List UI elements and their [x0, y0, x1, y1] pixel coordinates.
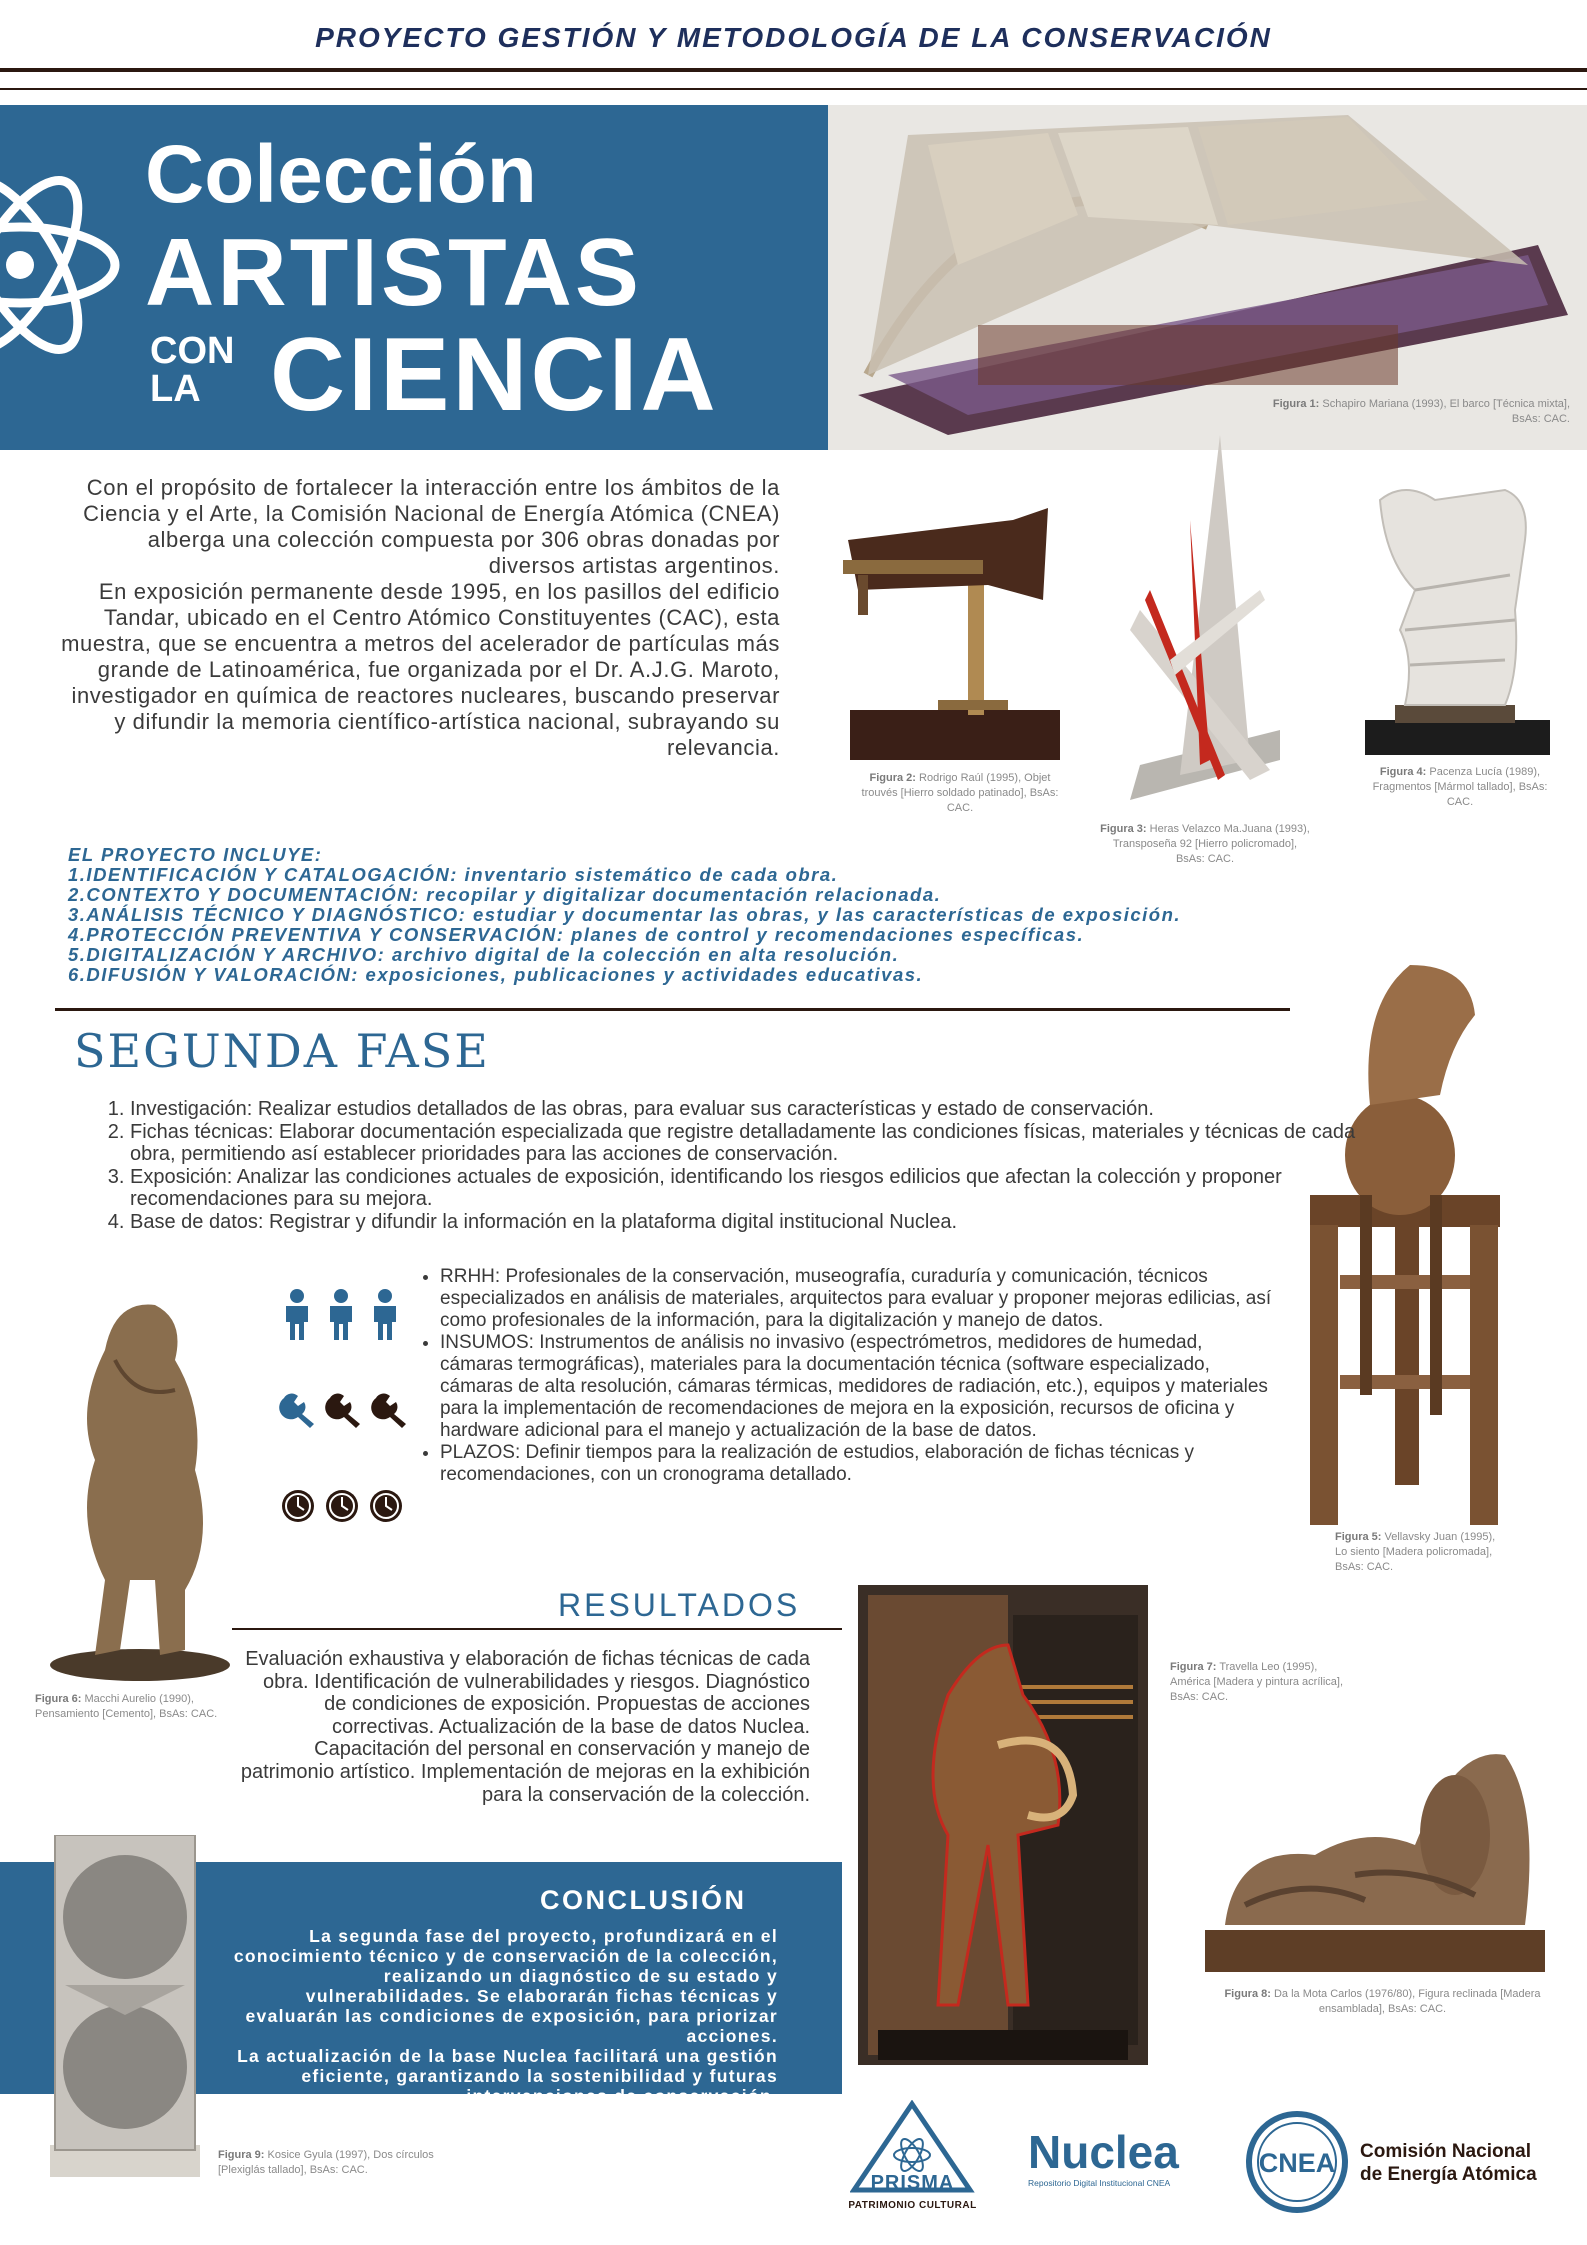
section-divider	[55, 1008, 1290, 1011]
project-item-5: 5.DIGITALIZACIÓN Y ARCHIVO: archivo digital de la colección en alta resolución.	[68, 944, 900, 965]
resource-item-insumos: • INSUMOS: Instrumentos de análisis no invasivo (espectrómetros, medidores de humedad, cámaras termográficas), materiales para la documentación técnica (software especializado, cámaras de alta resolución, cámaras térmicas, medidores de radiación, etc.), equipos y materiales para la implementación de recomendaciones de mejora en la exposición, recursos de oficina y hardware adicional para el manejo y actualización de la base de datos.	[440, 1332, 1280, 1442]
phase-item-4: 4. Base de datos: Registrar y difundir la información en la plataforma digital institucional Nuclea.	[130, 1211, 1358, 1234]
wrench-icon	[278, 1390, 318, 1430]
intro-paragraph-1: Con el propósito de fortalecer la interacción entre los ámbitos de la Ciencia y el Arte, la Comisión Nacional de Energía Atómica (CNEA) alberga una colección compuesta por 306 obras donadas por diversos artistas argentinos.	[83, 475, 780, 578]
figure-3-label: Figura 3:	[1100, 823, 1147, 835]
intro-text	[60, 475, 780, 761]
atom-icon	[0, 145, 130, 385]
figure-5-caption	[1335, 1530, 1505, 1575]
banner-title-artistas: ARTISTAS	[145, 219, 642, 326]
prisma-name: PRISMA	[870, 2172, 955, 2194]
cnea-name-line-1: Comisión Nacional	[1360, 2141, 1532, 2162]
results-title: RESULTADOS	[558, 1587, 801, 1623]
prisma-logo	[850, 2100, 975, 2225]
figure-1-caption	[1270, 397, 1570, 427]
figure-4-label: Figura 4:	[1379, 766, 1427, 778]
project-item-4: 4.PROTECCIÓN PREVENTIVA Y CONSERVACIÓN: planes de control y recomendaciones específicas.	[68, 924, 1085, 945]
figure-2-image	[838, 500, 1068, 765]
figure-8-image	[1205, 1725, 1550, 1975]
figure-7-label: Figura 7:	[1170, 1661, 1217, 1673]
phase-list	[108, 1098, 1358, 1233]
nuclea-name: Nuclea	[1028, 2126, 1179, 2178]
figure-7-caption	[1170, 1660, 1350, 1705]
resource-item-plazos: • PLAZOS: Definir tiempos para la realización de estudios, elaboración de fichas técnicas y recomendaciones, con un cronograma detallado.	[440, 1442, 1280, 1486]
tools-icon-row	[278, 1390, 410, 1430]
figure-7-text: Travella Leo (1995), América [Madera y pintura acrílica], BsAs: CAC.	[1170, 1661, 1344, 1703]
project-item-6: 6.DIFUSIÓN Y VALORACIÓN: exposiciones, publicaciones y actividades educativas.	[68, 964, 924, 985]
project-item-3: 3.ANÁLISIS TÉCNICO Y DIAGNÓSTICO: estudiar y documentar las obras, y las características de exposición.	[68, 904, 1182, 925]
person-icon	[280, 1288, 314, 1340]
figure-8-caption	[1215, 1987, 1550, 2017]
resources-list	[420, 1266, 1280, 1486]
clock-icon	[280, 1488, 316, 1524]
figure-6-image	[35, 1290, 240, 1685]
header-title: PROYECTO GESTIÓN Y METODOLOGÍA DE LA CONSERVACIÓN	[315, 22, 1272, 53]
project-item-1: 1.IDENTIFICACIÓN Y CATALOGACIÓN: inventario sistemático de cada obra.	[68, 864, 839, 885]
project-heading: EL PROYECTO INCLUYE:	[68, 844, 323, 865]
conclusion-paragraph-1: La segunda fase del proyecto, profundizará en el conocimiento técnico y de conservación de la colección, realizando un diagnóstico de su estado y vulnerabilidades. Se elaborarán fichas técnicas y evaluarán las condiciones de exposición, para priorizar acciones.	[233, 1926, 778, 2046]
clock-icon-row	[280, 1488, 404, 1524]
cnea-name	[1360, 2140, 1537, 2186]
figure-7-image	[838, 1585, 1158, 2065]
figure-6-text: Macchi Aurelio (1990), Pensamiento [Cemento], BsAs: CAC.	[35, 1693, 218, 1720]
prisma-subtitle: PATRIMONIO CULTURAL	[848, 2200, 977, 2211]
figure-8-label: Figura 8:	[1224, 1988, 1271, 2000]
figure-3-image	[1120, 430, 1290, 805]
clock-icon	[324, 1488, 360, 1524]
project-item-2: 2.CONTEXTO Y DOCUMENTACIÓN: recopilar y digitalizar documentación relacionada.	[68, 884, 942, 905]
cnea-circle-icon	[1245, 2110, 1350, 2215]
resource-item-rrhh: • RRHH: Profesionales de la conservación, museografía, curaduría y comunicación, técnicos especializados en análisis de materiales, arquitectos para evaluar y proponer mejoras edilicias, así como profesionales de la información, para la digitalización y manejo de datos.	[440, 1266, 1280, 1332]
wrench-icon	[370, 1390, 410, 1430]
figure-4-image	[1355, 480, 1555, 760]
results-text: Evaluación exhaustiva y elaboración de fichas técnicas de cada obra. Identificación de vulnerabilidades y riesgos. Diagnóstico de condiciones de exposición. Propuestas de acciones correctivas. Actualización de la base de datos Nuclea. Capacitación del personal en conservación y manejo de patrimonio artístico. Implementación de mejoras en la exhibición para la conservación de la colección.	[240, 1648, 810, 1806]
person-icon	[368, 1288, 402, 1340]
banner-title-ciencia: CIENCIA	[270, 317, 719, 433]
figure-5-text: Vellavsky Juan (1995), Lo siento [Madera policromada], BsAs: CAC.	[1335, 1531, 1496, 1573]
figure-4-caption	[1360, 765, 1560, 810]
nuclea-logo	[1028, 2128, 1208, 2188]
figure-2-caption	[860, 771, 1060, 816]
conclusion-paragraph-2: La actualización de la base Nuclea facilitará una gestión eficiente, garantizando la sostenibilidad y futuras intervenciones de conservación.	[237, 2046, 778, 2106]
phase-title: SEGUNDA FASE	[74, 1024, 490, 1078]
conclusion-text	[230, 1926, 778, 2106]
header-rule-thin	[0, 88, 1587, 90]
figure-6-caption	[35, 1692, 235, 1722]
intro-paragraph-2: En exposición permanente desde 1995, en los pasillos del edificio Tandar, ubicado en el Centro Atómico Constituyentes (CAC), esta muestra, que se encuentra a metros del acelerador de partículas más grande de Latinoamérica, fue organizada por el Dr. A.J.G. Maroto, investigador en química de reactores nucleares, buscando preservar y difundir la memoria científico-artística nacional, subrayando su relevancia.	[61, 579, 780, 760]
figure-4-text: Pacenza Lucía (1989), Fragmentos [Mármol tallado], BsAs: CAC.	[1372, 766, 1548, 808]
figure-9-image	[45, 1835, 205, 2180]
nuclea-subtitle: Repositorio Digital Institucional CNEA	[1028, 2178, 1171, 2188]
banner-title-con: CON	[150, 330, 235, 372]
phase-item-1: 1. Investigación: Realizar estudios detallados de las obras, para evaluar sus características y estado de conservación.	[130, 1098, 1358, 1121]
figure-2-label: Figura 2:	[869, 772, 916, 784]
figure-1-label: Figura 1:	[1272, 398, 1320, 410]
phase-item-2: 2. Fichas técnicas: Elaborar documentación especializada que registre detalladamente las condiciones físicas, materiales y técnicas de cada obra, permitiendo así establecer prioridades para las acciones de conservación.	[130, 1121, 1358, 1166]
figure-8-text: Da la Mota Carlos (1976/80), Figura reclinada [Madera ensamblada], BsAs: CAC.	[1273, 1988, 1541, 2015]
figure-9-text: Kosice Gyula (1997), Dos círculos [Plexiglás tallado], BsAs: CAC.	[218, 2149, 434, 2176]
figure-3-text: Heras Velazco Ma.Juana (1993), Transposeña 92 [Hierro policromado], BsAs: CAC.	[1112, 823, 1310, 865]
cnea-name-line-2: de Energía Atómica	[1360, 2164, 1537, 2185]
figure-5-image	[1300, 945, 1500, 1530]
figure-9-caption	[218, 2148, 478, 2178]
people-icon-row	[280, 1288, 402, 1340]
figure-9-label: Figura 9:	[218, 2149, 265, 2161]
cnea-emblem	[1245, 2110, 1350, 2215]
header-rule	[0, 68, 1587, 72]
figure-2-text: Rodrigo Raúl (1995), Objet trouvés [Hierro soldado patinado], BsAs: CAC.	[861, 772, 1059, 814]
project-includes	[68, 845, 1368, 985]
person-icon	[324, 1288, 358, 1340]
figure-5-label: Figura 5:	[1335, 1531, 1382, 1543]
results-underline	[232, 1628, 842, 1630]
figure-1-text: Schapiro Mariana (1993), El barco [Técnica mixta], BsAs: CAC.	[1322, 398, 1570, 425]
wrench-icon	[324, 1390, 364, 1430]
banner-title-la: LA	[150, 368, 201, 410]
phase-item-3: 3. Exposición: Analizar las condiciones actuales de exposición, identificando los riesgos edilicios que afectan la colección y proponer recomendaciones para su mejora.	[130, 1166, 1358, 1211]
conclusion-title: CONCLUSIÓN	[540, 1885, 747, 1915]
banner-title-coleccion: Colección	[145, 129, 537, 220]
cnea-mark: CNEA	[1258, 2148, 1336, 2178]
clock-icon	[368, 1488, 404, 1524]
figure-6-label: Figura 6:	[35, 1693, 82, 1705]
